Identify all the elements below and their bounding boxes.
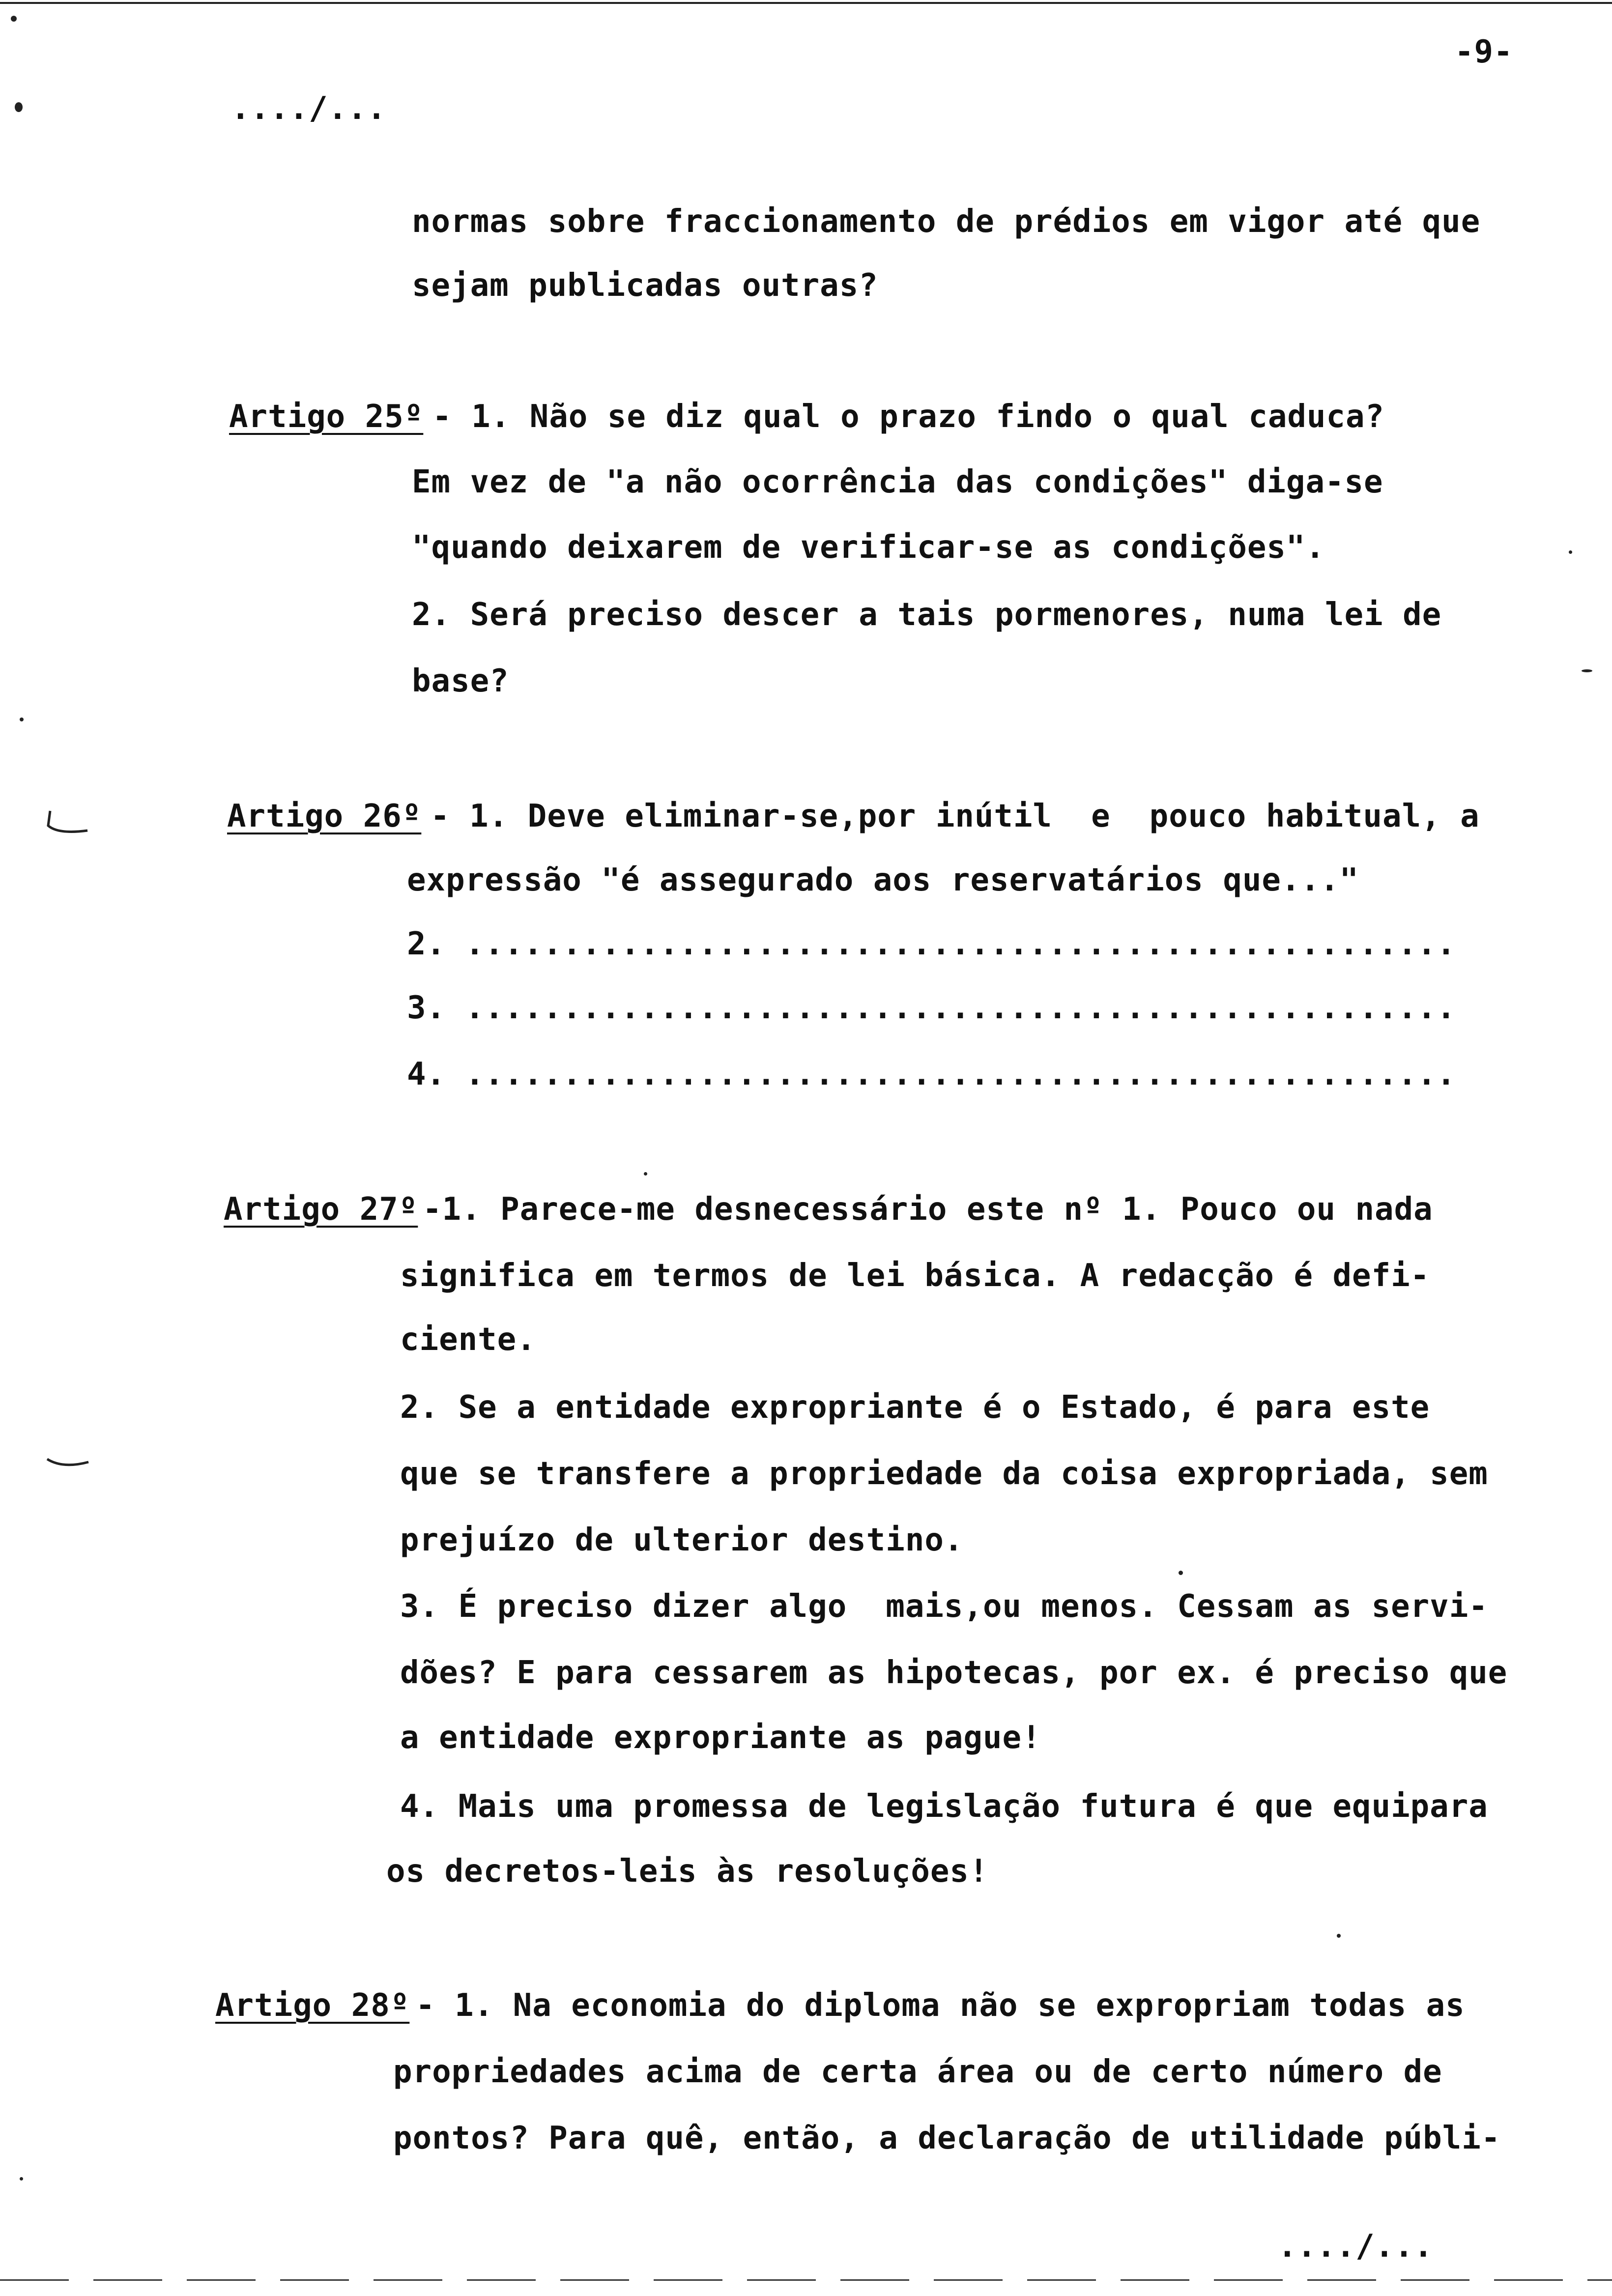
text-line: significa em termos de lei básica. A redacção é defi- xyxy=(400,1258,1430,1294)
text-line: pontos? Para quê, então, a declaração de utilidade públi- xyxy=(393,2120,1501,2156)
text-line: - 1. Deve eliminar-se,por inútil e pouco habitual, a xyxy=(431,798,1480,834)
text-line: 2. Se a entidade expropriante é o Estado, é para este xyxy=(400,1389,1430,1426)
text-line: - 1. Na economia do diploma não se expropriam todas as xyxy=(416,1987,1465,2024)
continuation-marker-bottom: ..../... xyxy=(1278,2228,1434,2265)
page-number: -9- xyxy=(1455,34,1513,70)
text-line: expressão "é assegurado aos reservatários que..." xyxy=(407,862,1359,898)
article-label-27: Artigo 27º xyxy=(224,1191,418,1228)
bottom-rule xyxy=(0,2279,1612,2281)
text-line: a entidade expropriante as pague! xyxy=(400,1720,1041,1756)
article-label-25: Artigo 25º xyxy=(229,399,424,435)
text-line: base? xyxy=(412,663,509,699)
continuation-marker-top: ..../... xyxy=(231,90,387,127)
text-line: prejuízo de ulterior destino. xyxy=(400,1522,964,1558)
article-label-28: Artigo 28º xyxy=(215,1987,410,2024)
scan-mark xyxy=(20,2177,23,2181)
article-label-26: Artigo 26º xyxy=(227,798,422,834)
text-line: 3. É preciso dizer algo mais,ou menos. Cessam as servi- xyxy=(400,1588,1488,1625)
margin-pencil-mark xyxy=(43,806,97,845)
text-line: - 1. Não se diz qual o prazo findo o qual caduca? xyxy=(432,399,1385,435)
margin-pencil-mark xyxy=(43,1452,97,1482)
text-line: -1. Parece-me desnecessário este nº 1. Pouco ou nada xyxy=(423,1191,1433,1228)
scan-mark xyxy=(20,718,24,721)
scan-mark xyxy=(1179,1571,1183,1575)
scan-mark xyxy=(11,16,17,22)
text-line: dões? E para cessarem as hipotecas, por ex. é preciso que xyxy=(400,1655,1508,1691)
text-line: os decretos-leis às resoluções! xyxy=(386,1853,989,1890)
text-line: sejam publicadas outras? xyxy=(412,267,878,304)
scan-mark xyxy=(644,1172,647,1176)
text-line: 4. ................................................... xyxy=(407,1056,1456,1092)
text-line: propriedades acima de certa área ou de certo número de xyxy=(393,2054,1442,2090)
scan-mark xyxy=(1582,669,1592,672)
top-rule xyxy=(0,2,1612,4)
text-line: que se transfere a propriedade da coisa expropriada, sem xyxy=(400,1456,1488,1492)
scan-mark xyxy=(15,102,23,112)
text-line: 4. Mais uma promessa de legislação futura é que equipara xyxy=(400,1788,1488,1825)
text-line: normas sobre fraccionamento de prédios em vigor até que xyxy=(412,203,1481,240)
scan-mark xyxy=(1569,550,1572,554)
text-line: 2. Será preciso descer a tais pormenores, numa lei de xyxy=(412,597,1442,633)
text-line: 3. ................................................... xyxy=(407,990,1456,1026)
text-line: Em vez de "a não ocorrência das condições" diga-se xyxy=(412,464,1383,500)
text-line: 2. ................................................... xyxy=(407,926,1456,962)
text-line: "quando deixarem de verificar-se as condições". xyxy=(412,529,1325,566)
scan-mark xyxy=(1337,1934,1341,1938)
text-line: ciente. xyxy=(400,1321,536,1358)
